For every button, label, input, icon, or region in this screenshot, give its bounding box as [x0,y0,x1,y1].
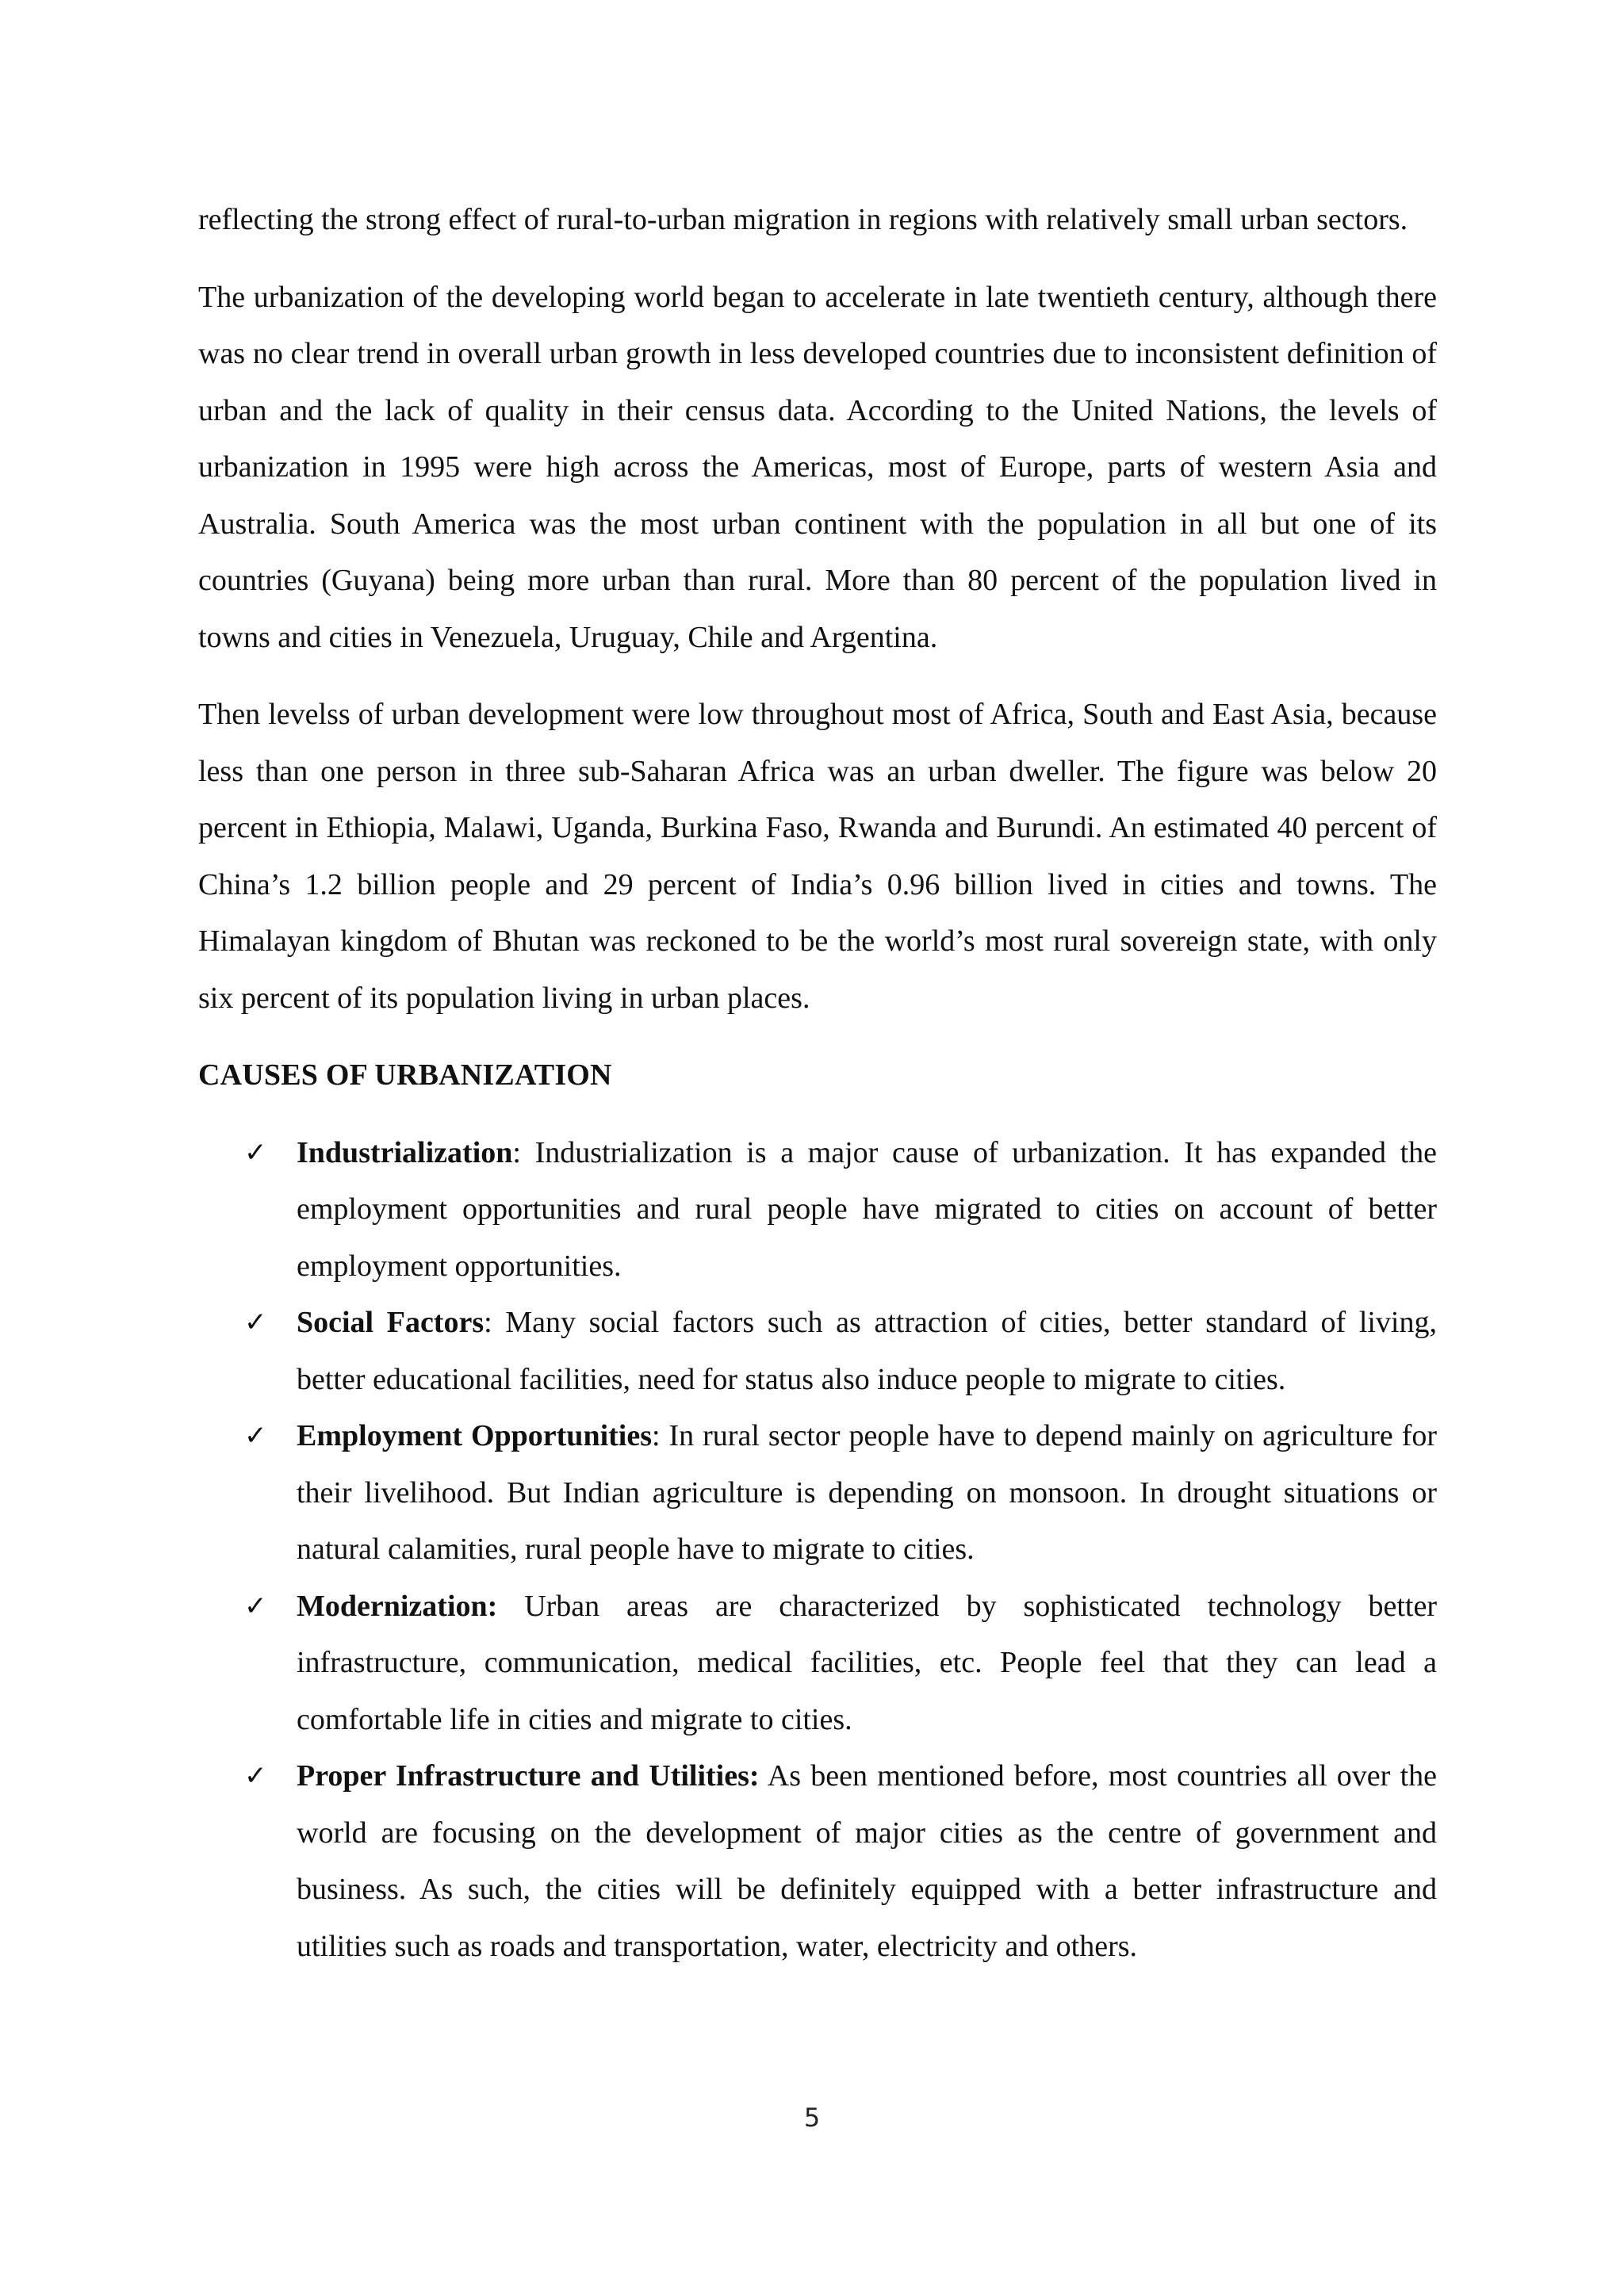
cause-title: Employment Opportunities [297,1419,652,1452]
cause-text: In rural sector people have to depend mainly on agriculture for their livelihood. But Indian agriculture is depending on monsoon. In drought situations or natural calamities, rural people have to migrate to cities. [297,1419,1437,1566]
cause-separator: : [512,1135,535,1169]
cause-item-social-factors [198,1295,1437,1408]
cause-text: Industrialization is a major cause of urbanization. It has expanded the employment opportunities and rural people have migrated to cities on account of better employment opportunities. [297,1135,1438,1283]
paragraph-continuation: reflecting the strong effect of rural-to-urban migration in regions with relatively small urban sectors. [198,203,1408,236]
cause-item-infrastructure [198,1748,1437,1975]
cause-item-employment-opportunities [198,1408,1437,1578]
cause-item-modernization [198,1578,1437,1749]
cause-text: Urban areas are characterized by sophisticated technology better infrastructure, communication, medical facilities, etc. People feel that they can lead a comfortable life in cities and migrate to cities. [297,1589,1437,1736]
paragraph-developing-world: The urbanization of the developing world began to accelerate in late twentieth century, although there was no clear trend in overall urban growth in less developed countries due to inconsistent definition of urban and the lack of quality in their census data. According to the United Nations, the levels of urbanization in 1995 were high across the Americas, most of Europe, parts of western Asia and Australia. South America was the most urban continent with the population in all but one of its countries (Guyana) being more urban than rural. More than 80 percent of the population lived in towns and cities in Venezuela, Uruguay, Chile and Argentina. [198,280,1437,654]
cause-text: Many social factors such as attraction of cities, better standard of living, better educational facilities, need for status also induce people to migrate to cities. [297,1306,1437,1396]
checkmark-icon: ✓ [244,1307,267,1338]
checkmark-icon: ✓ [244,1760,267,1792]
cause-title: Proper Infrastructure and Utilities: [297,1759,760,1793]
cause-title: Social Factors [297,1306,485,1339]
cause-separator [760,1759,768,1793]
checkmark-icon: ✓ [244,1420,267,1452]
paragraph-low-urban-levels: Then levelss of urban development were low throughout most of Africa, South and East Asia, because less than one person in three sub-Saharan Africa was an urban dweller. The figure was below 20 percent in Ethiopia, Malawi, Uganda, Burkina Faso, Rwanda and Burundi. An estimated 40 percent of China’s 1.2 billion people and 29 percent of India’s 0.96 billion lived in cities and towns. The Himalayan kingdom of Bhutan was reckoned to be the world’s most rural sovereign state, with only six percent of its population living in urban places. [198,698,1437,1015]
page-body [198,192,1437,1975]
cause-item-industrialization [198,1125,1437,1295]
cause-title: Modernization: [297,1589,498,1623]
cause-text: As been mentioned before, most countries all over the world are focusing on the development of major cities as the centre of government and business. As such, the cities will be definitely equipped with a better infrastructure and utilities such as roads and transportation, water, electricity and others. [297,1759,1438,1963]
checkmark-icon: ✓ [244,1590,267,1622]
cause-title: Industrialization [297,1135,513,1169]
page-number: 5 [803,2103,821,2133]
section-heading: CAUSES OF URBANIZATION [198,1058,612,1092]
causes-list [198,1125,1437,1976]
cause-separator [497,1590,524,1623]
checkmark-icon: ✓ [244,1136,267,1169]
cause-separator: : [652,1419,669,1452]
cause-separator: : [484,1306,506,1339]
